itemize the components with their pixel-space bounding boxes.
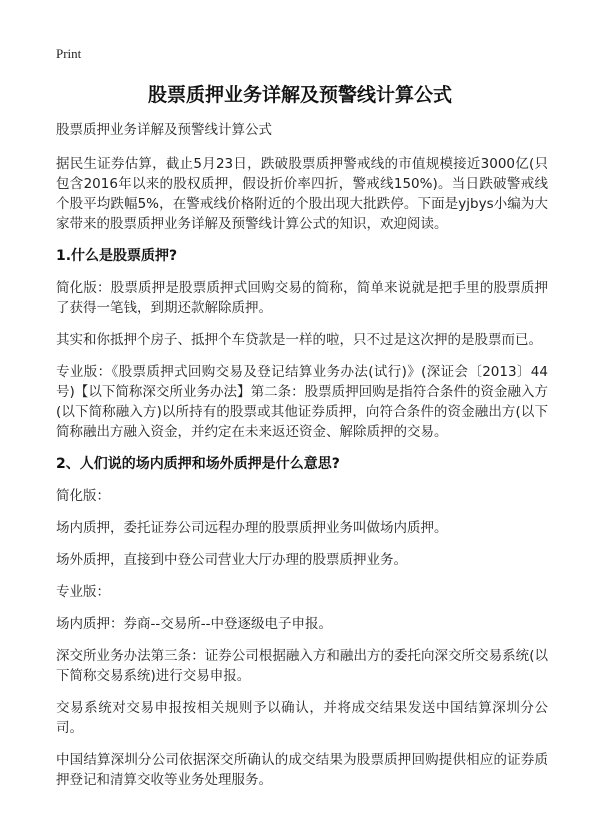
section-2-paragraph-5: 场内质押：券商--交易所--中登逐级电子申报。 (56, 616, 332, 632)
section-2-paragraph-3: 场外质押，直接到中登公司营业大厅办理的股票质押业务。 (56, 552, 407, 568)
section-1-paragraph-1: 简化版：股票质押是股票质押式回购交易的简称，简单来说就是把手里的股票质押了获得一笔钱，到期还款解除质押。 (56, 280, 548, 316)
page-title: 股票质押业务详解及预警线计算公式 (147, 84, 452, 106)
section-2-paragraph-1: 简化版： (56, 488, 110, 504)
section-2-paragraph-8: 中国结算深圳分公司依据深交所确认的成交结果为股票质押回购提供相应的证券质押登记和清算交收等业务处理服务。 (56, 752, 548, 788)
section-2-paragraph-4: 专业版： (56, 584, 110, 600)
section-1-heading: 1.什么是股票质押? (56, 248, 178, 264)
section-1-paragraph-3: 专业版：《股票质押式回购交易及登记结算业务办法(试行)》(深证会〔2013〕44号)【以下简称深交所业务办法】第二条：股票质押回购是指符合条件的资金融入方(以下简称融入方)以所持有的股票或其他证券质押，向符合条件的资金融出方(以下简称融出方融入资金，并约定在未来返还资金、解除质押的交易。 (56, 364, 548, 440)
section-2-paragraph-6: 深交所业务办法第三条：证券公司根据融入方和融出方的委托向深交所交易系统(以下简称交易系统)进行交易申报。 (56, 648, 548, 684)
section-1-paragraph-2: 其实和你抵押个房子、抵押个车贷款是一样的啦，只不过是这次押的是股票而已。 (56, 332, 542, 348)
section-2-heading: 2、人们说的场内质押和场外质押是什么意思? (56, 456, 340, 472)
article-subtitle: 股票质押业务详解及预警线计算公式 (56, 122, 272, 138)
section-2-paragraph-7: 交易系统对交易申报按相关规则予以确认，并将成交结果发送中国结算深圳分公司。 (56, 700, 548, 736)
print-link[interactable]: Print (56, 46, 82, 61)
section-2-paragraph-2: 场内质押，委托证券公司远程办理的股票质押业务叫做场内质押。 (56, 520, 448, 536)
article-body (56, 120, 548, 802)
article-intro: 据民生证券估算，截止5月23日，跌破股票质押警戒线的市值规模接近3000亿(只包含2016年以来的股权质押，假设折价率四折，警戒线150%)。当日跌破警戒线个股平均跌幅5%，在警戒线价格附近的个股出现大批跌停。下面是yjbys小编为大家带来的股票质押业务详解及预警线计算公式的知识，欢迎阅读。 (56, 156, 548, 232)
